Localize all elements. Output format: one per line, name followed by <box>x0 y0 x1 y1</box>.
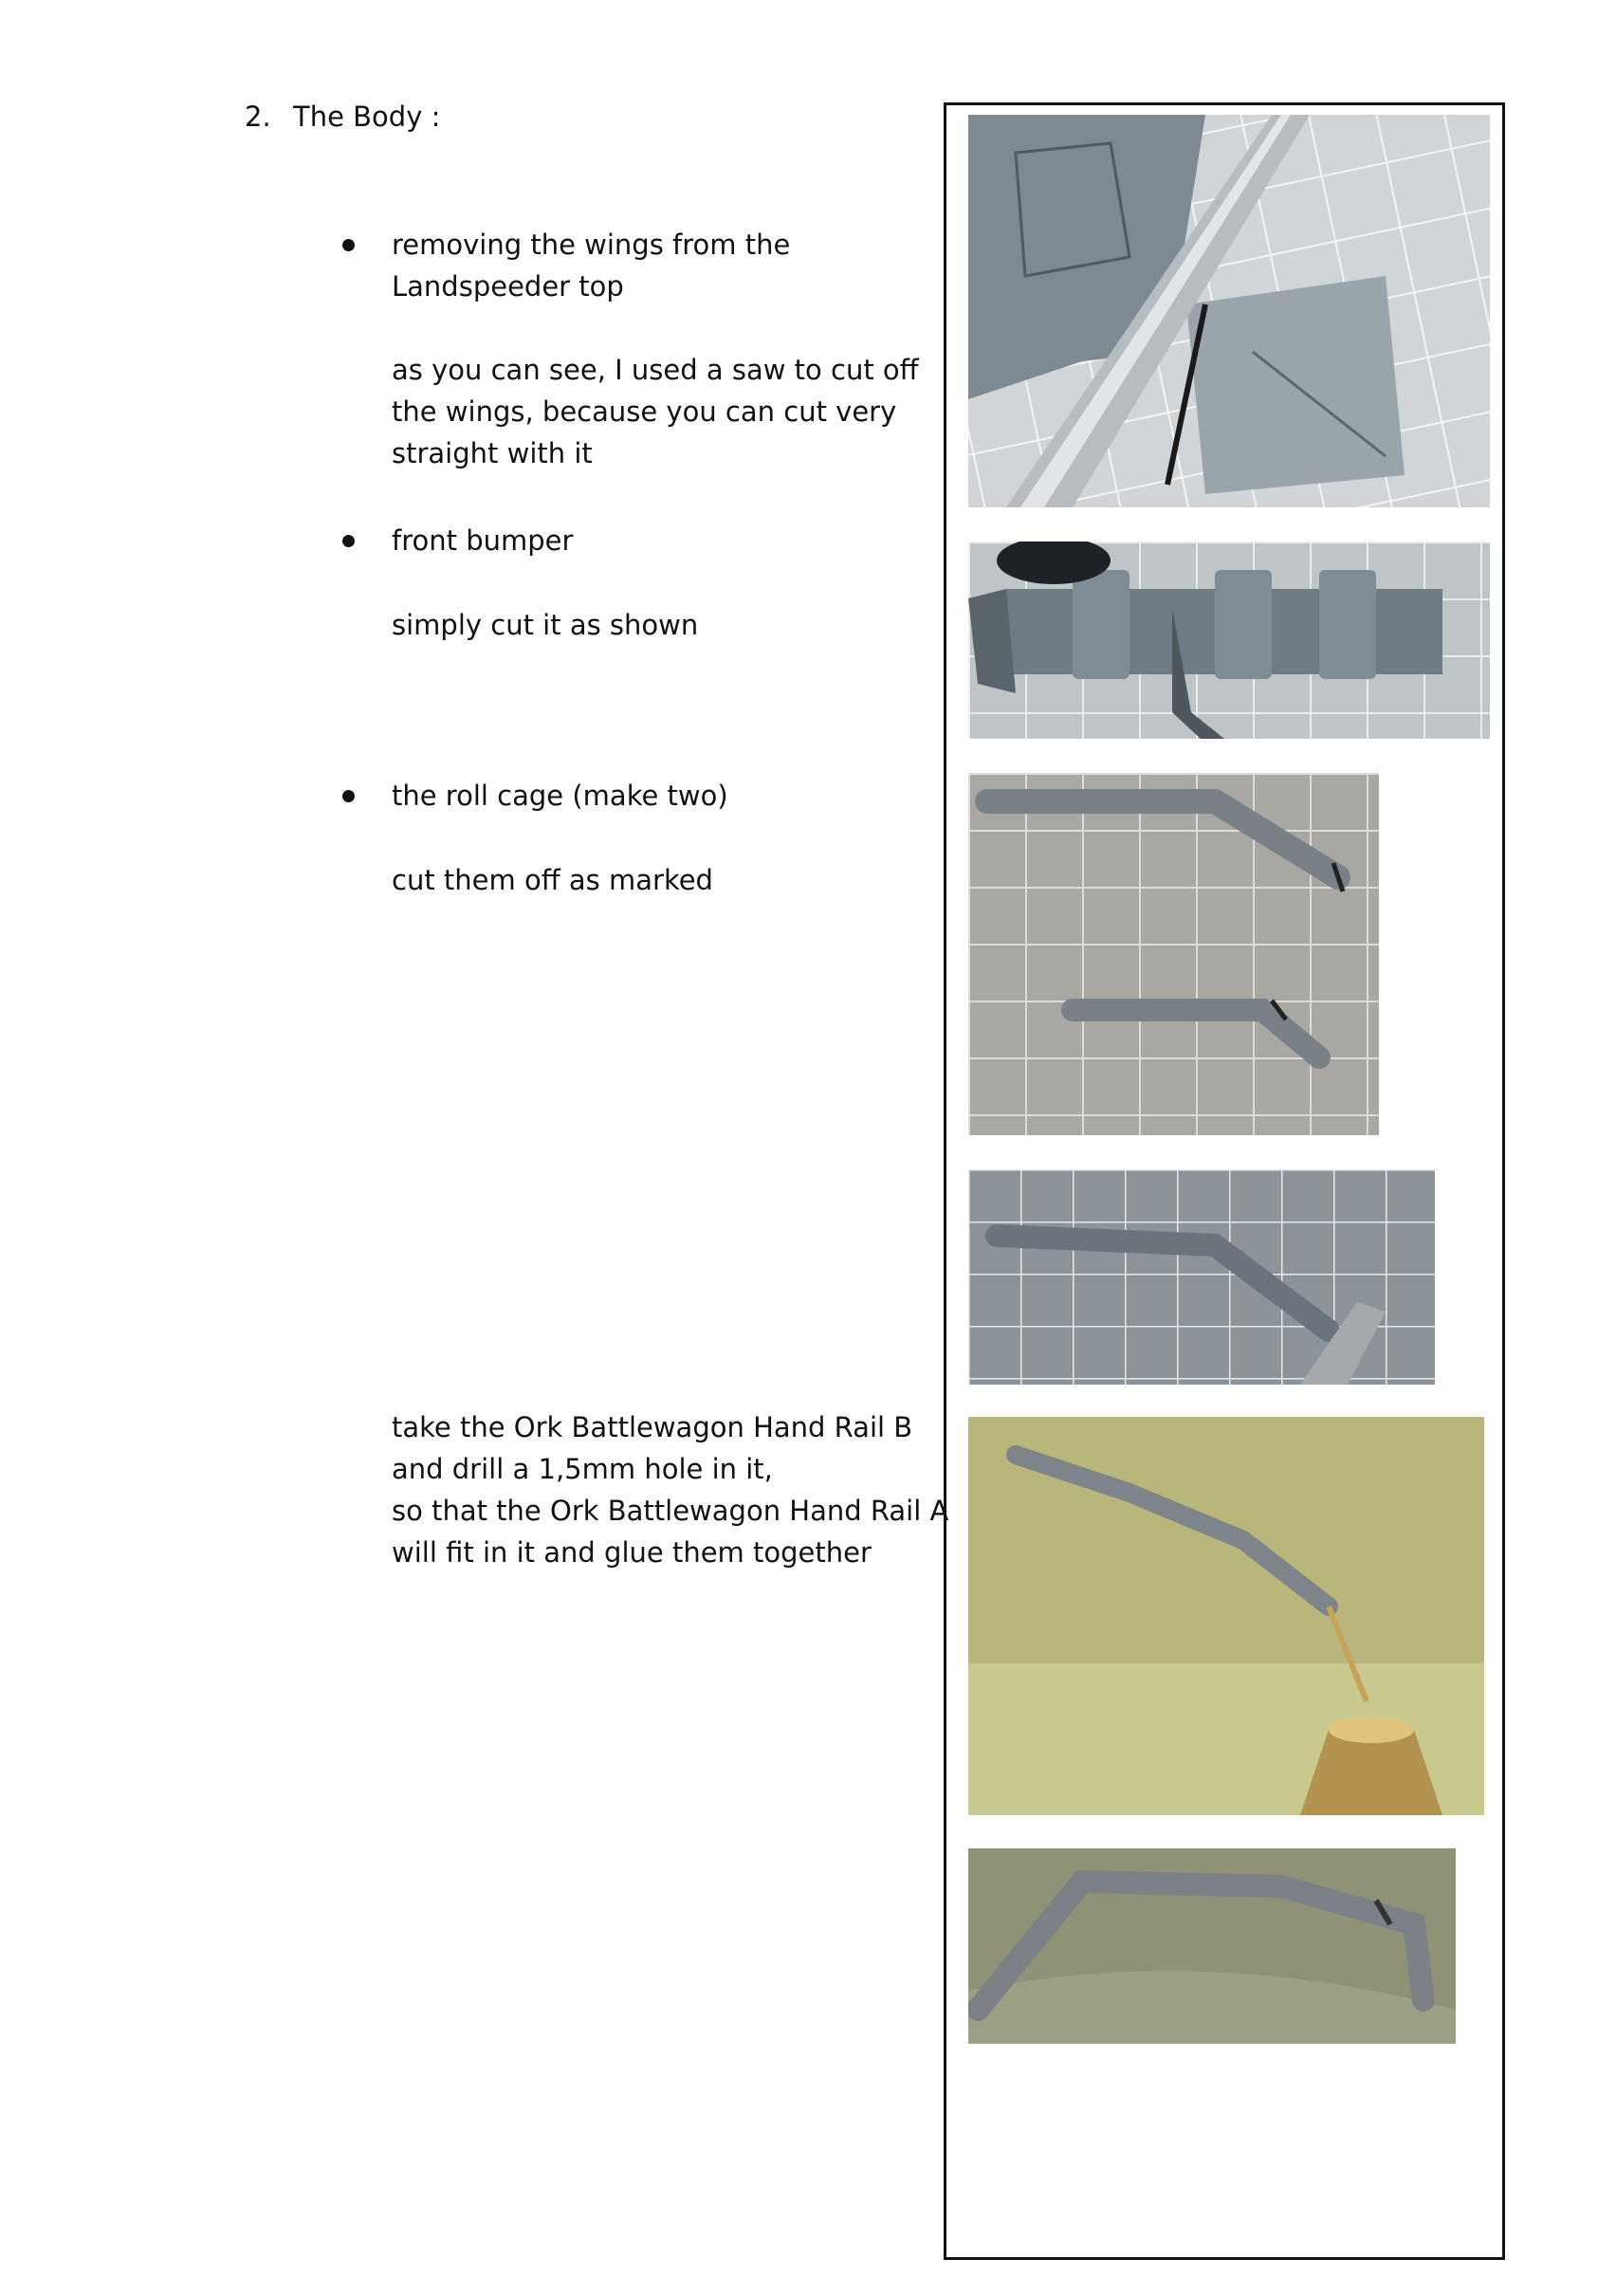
drill-step-line: so that the Ork Battlewagon Hand Rail A <box>392 1495 949 1527</box>
step-1-desc-line: as you can see, I used a saw to cut off <box>392 354 919 386</box>
photo-roll-cage-pieces <box>968 773 1379 1135</box>
drill-step-line: take the Ork Battlewagon Hand Rail B <box>392 1411 913 1443</box>
section-number: 2. <box>245 101 271 133</box>
section-title: The Body : <box>293 101 441 133</box>
step-3-heading: the roll cage (make two) <box>392 780 728 812</box>
step-2-desc-line: simply cut it as shown <box>392 609 699 641</box>
step-3-desc-line: cut them off as marked <box>392 864 713 896</box>
step-1-desc-line: straight with it <box>392 437 593 469</box>
drill-step-line: will fit in it and glue them together <box>392 1536 872 1569</box>
photo-wing-cut <box>968 115 1490 507</box>
photo-roll-cage-mat <box>968 1169 1435 1385</box>
step-2-heading: front bumper <box>392 524 574 557</box>
bullet-marker <box>342 790 355 802</box>
bullet-marker <box>342 535 355 547</box>
photo-hand-rails-glued <box>968 1848 1456 2044</box>
bullet-marker <box>342 239 355 251</box>
step-1-heading-line2: Landspeeder top <box>392 270 624 303</box>
step-1-desc-line: the wings, because you can cut very <box>392 395 897 428</box>
photo-front-bumper <box>968 542 1490 739</box>
step-1-heading: removing the wings from the <box>392 229 791 261</box>
drill-step-line: and drill a 1,5mm hole in it, <box>392 1453 773 1485</box>
photo-drilling-hand-rail <box>968 1417 1484 1815</box>
